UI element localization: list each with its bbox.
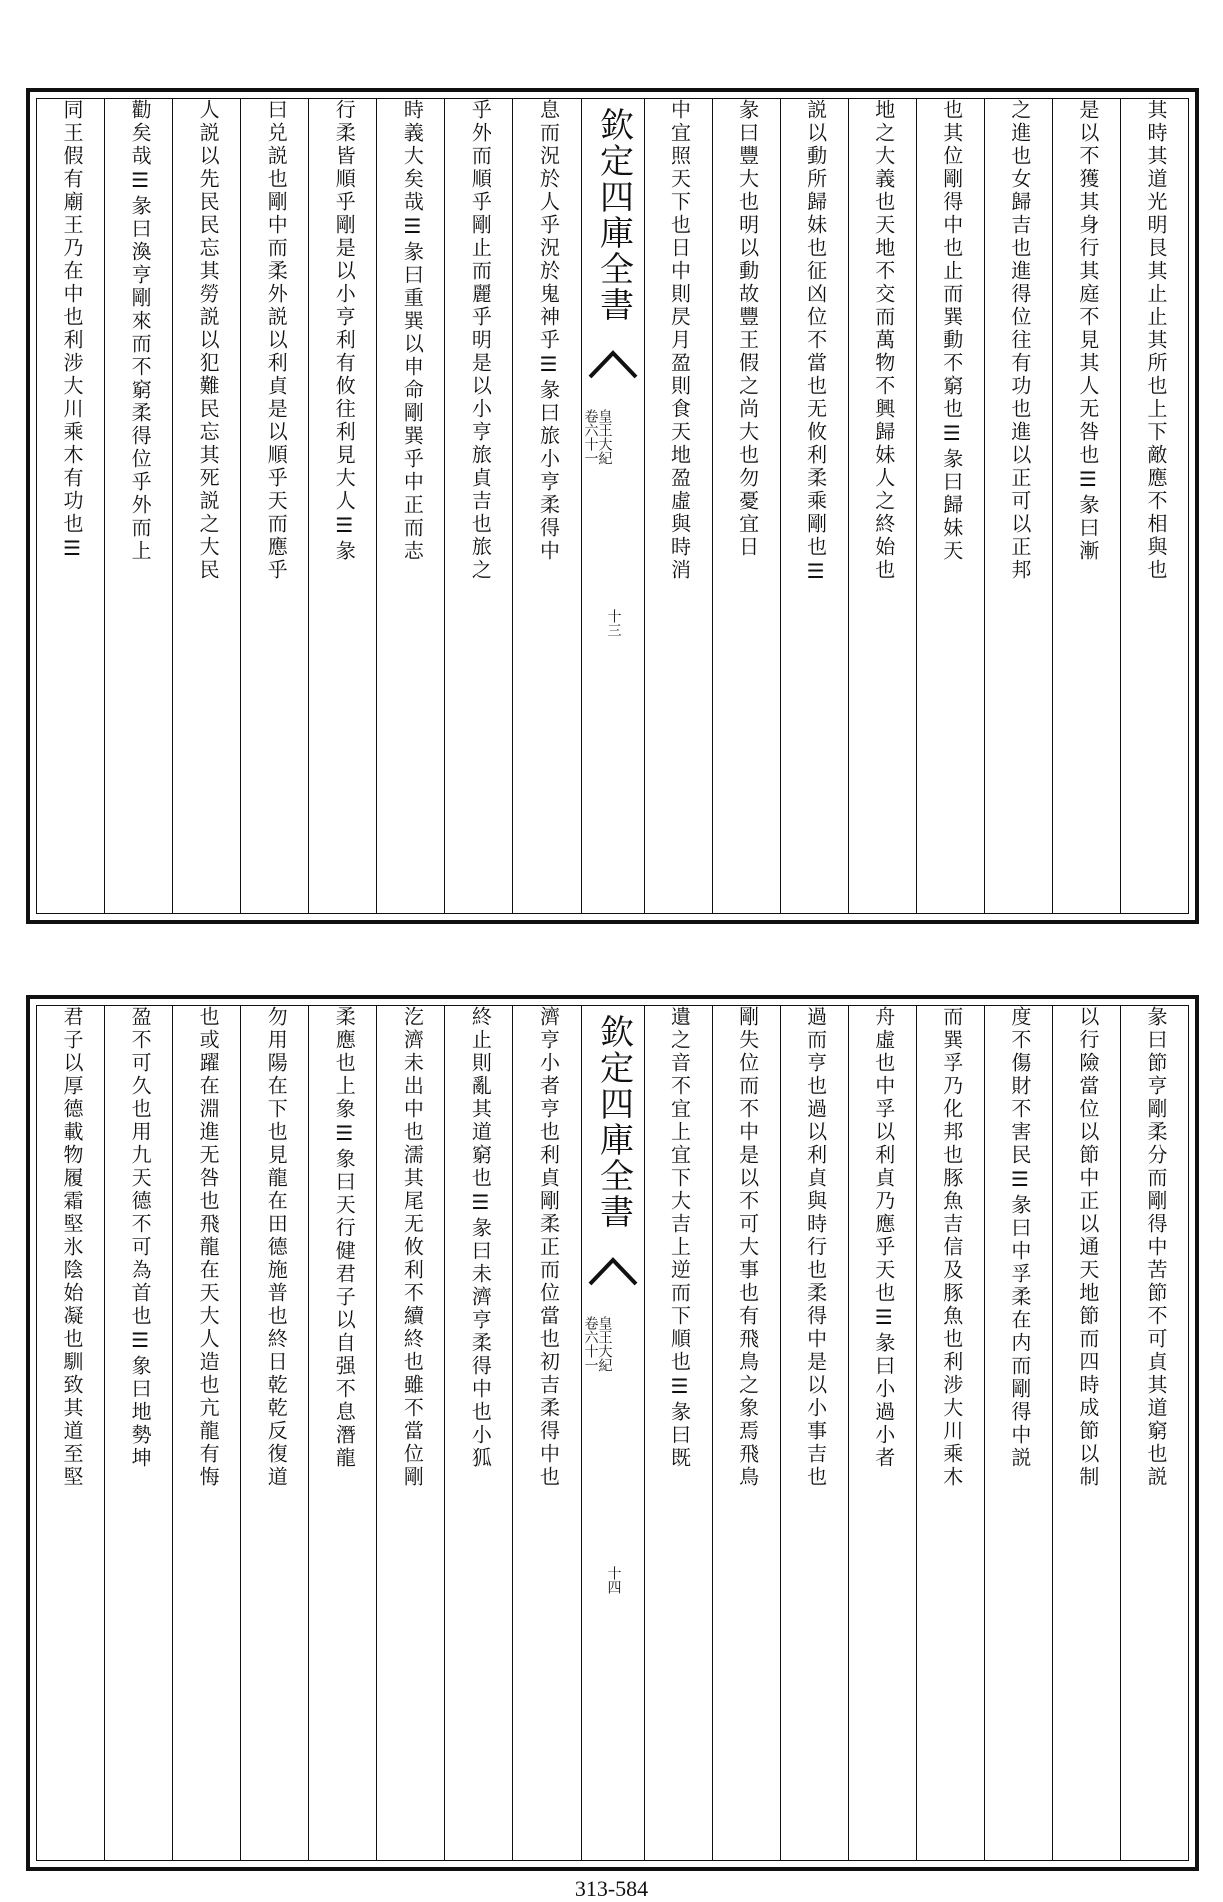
page-number: 十四	[605, 1566, 622, 1594]
page-number: 十三	[605, 609, 622, 637]
volume-label: 卷六十一	[582, 409, 599, 465]
top-page	[26, 88, 1199, 924]
section-title: 皇王大紀	[596, 409, 613, 465]
text-column: 説以動所歸妹也征凶位不當也无攸利柔乘剛也☰	[780, 99, 848, 913]
text-column: 人説以先民民忘其勞説以犯難民忘其死説之大民	[172, 99, 240, 913]
text-column: 中宜照天下也日中則昃月盈則食天地盈虛與時消	[644, 99, 712, 913]
book-title: 欽定四庫全書	[593, 107, 634, 323]
text-column: 而巽孚乃化邦也豚魚吉信及豚魚也利涉大川乘木	[916, 1006, 984, 1860]
text-column: 之進也女歸吉也進得位往有功也進以正可以正邦	[984, 99, 1052, 913]
text-column: 曰兑説也剛中而柔外説以利貞是以順乎天而應乎	[240, 99, 308, 913]
text-column: 剛失位而不中是以不可大事也有飛鳥之象焉飛鳥	[712, 1006, 780, 1860]
text-column: 彖曰節亨剛柔分而剛得中苦節不可貞其道窮也説	[1120, 1006, 1188, 1860]
text-column: 度不傷財不害民☰彖曰中孚柔在内而剛得中説	[984, 1006, 1052, 1860]
text-column: 君子以厚德載物履霜堅氷陰始凝也馴致其道至堅	[60, 1006, 84, 1489]
fish-tail-mark-icon	[588, 1256, 638, 1286]
bottom-columns	[37, 1006, 1188, 1860]
volume-label: 卷六十一	[582, 1316, 599, 1372]
text-column: 彖曰豐大也明以動故豐王假之尚大也勿憂宜日	[712, 99, 780, 913]
center-margin	[581, 1006, 644, 1860]
section-title: 皇王大紀	[596, 1316, 613, 1372]
text-column: 乎外而順乎剛止而麗乎明是以小亨旅貞吉也旅之	[444, 99, 512, 913]
text-column: 汔濟未出中也濡其尾无攸利不續終也雖不當位剛	[376, 1006, 444, 1860]
fish-tail-mark-icon	[588, 349, 638, 379]
text-column: 遺之音不宜上宜下大吉上逆而下順也☰彖曰既	[644, 1006, 712, 1860]
book-title: 欽定四庫全書	[593, 1014, 634, 1230]
text-column: 勸矣哉☰彖曰渙亨剛來而不窮柔得位乎外而上	[104, 99, 172, 913]
text-column: 柔應也上象☰象曰天行健君子以自强不息潛龍	[308, 1006, 376, 1860]
text-column: 同王假有廟王乃在中也利涉大川乘木有功也☰	[60, 99, 84, 563]
text-column: 過而亨也過以利貞與時行也柔得中是以小事吉也	[780, 1006, 848, 1860]
text-column: 地之大義也天地不交而萬物不興歸妹人之終始也	[848, 99, 916, 913]
top-columns	[37, 99, 1188, 913]
text-column: 息而況於人乎況於鬼神乎☰彖曰旅小亨柔得中	[512, 99, 580, 913]
text-column: 也或躍在淵進无咎也飛龍在天大人造也亢龍有悔	[172, 1006, 240, 1860]
text-column: 盈不可久也用九天德不可為首也☰象曰地勢坤	[104, 1006, 172, 1860]
text-column: 終止則亂其道窮也☰彖曰未濟亨柔得中也小狐	[444, 1006, 512, 1860]
text-column: 是以不獲其身行其庭不見其人无咎也☰彖曰漸	[1052, 99, 1120, 913]
text-column: 濟亨小者亨也利貞剛柔正而位當也初吉柔得中也	[512, 1006, 580, 1860]
text-column: 行柔皆順乎剛是以小亨利有攸往利見大人☰彖	[308, 99, 376, 913]
text-column: 其時其道光明艮其止止其所也上下敵應不相與也	[1120, 99, 1188, 913]
text-column: 舟虛也中孚以利貞乃應乎天也☰彖曰小過小者	[848, 1006, 916, 1860]
footer-page-code: 313-584	[574, 1876, 649, 1901]
text-column: 也其位剛得中也止而巽動不窮也☰彖曰歸妹天	[916, 99, 984, 913]
text-column: 以行險當位以節中正以通天地節而四時成節以制	[1052, 1006, 1120, 1860]
text-column: 時義大矣哉☰彖曰重巽以申命剛巽乎中正而志	[376, 99, 444, 913]
text-column: 勿用陽在下也見龍在田德施普也終日乾乾反復道	[240, 1006, 308, 1860]
bottom-page	[26, 995, 1199, 1871]
center-margin	[581, 99, 644, 913]
